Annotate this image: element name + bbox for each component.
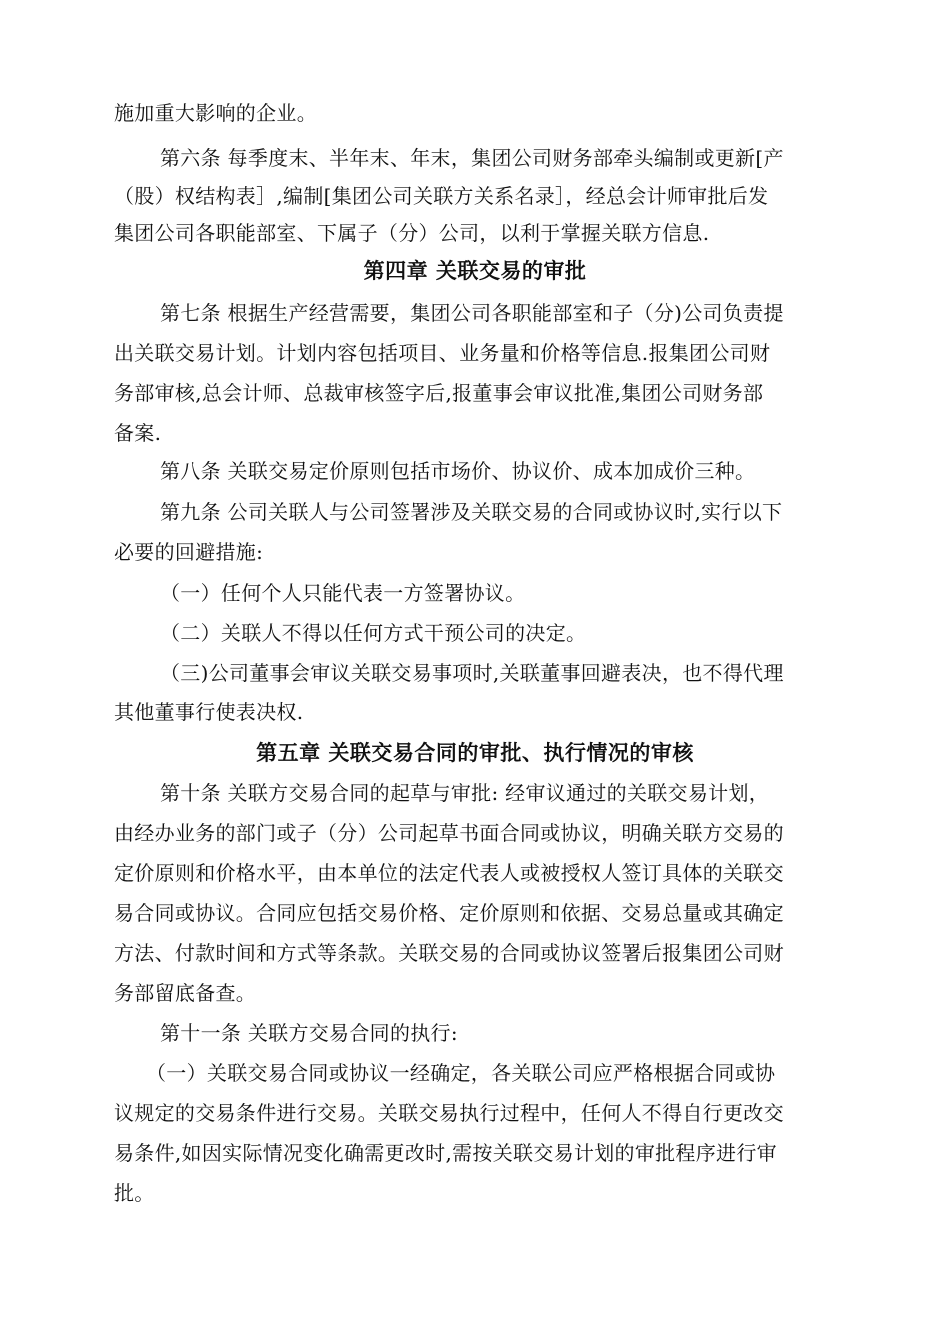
paragraph-line: （三)公司董事会审议关联交易事项时,关联董事回避表决，也不得代理 [160,661,784,685]
paragraph-line: 必要的回避措施: [114,540,264,564]
paragraph-line: 定价原则和价格水平，由本单位的法定代表人或被授权人签订具体的关联交 [114,861,784,885]
paragraph-line: 备案. [114,421,162,445]
chapter-heading: 第五章 关联交易合同的审批、执行情况的审核 [256,741,694,765]
paragraph-line: 由经办业务的部门或子（分）公司起草书面合同或协议，明确关联方交易的 [114,821,784,845]
paragraph-line: 务部审核,总会计师、总裁审核签字后,报董事会审议批准,集团公司财务部 [114,381,764,405]
paragraph-line: 第六条 每季度末、半年末、年末，集团公司财务部牵头编制或更新[产 [160,146,784,170]
chapter-heading: 第四章 关联交易的审批 [363,259,587,283]
paragraph-line: 批。 [114,1181,155,1205]
paragraph-line: 第八条 关联交易定价原则包括市场价、协议价、成本加成价三种。 [160,459,756,483]
paragraph-line: 方法、付款时间和方式等条款。关联交易的合同或协议签署后报集团公司财 [114,941,784,965]
paragraph-line: 第十一条 关联方交易合同的执行: [160,1021,458,1045]
paragraph-line: （二）关联人不得以任何方式干预公司的决定。 [160,621,587,645]
paragraph-line: 议规定的交易条件进行交易。关联交易执行过程中，任何人不得自行更改交 [114,1101,784,1125]
paragraph-line: 第十条 关联方交易合同的起草与审批: 经审议通过的关联交易计划， [160,781,770,805]
paragraph-line: 集团公司各职能部室、下属子（分）公司，以利于掌握关联方信息. [114,221,710,245]
paragraph-line: 第九条 公司关联人与公司签署涉及关联交易的合同或协议时,实行以下 [160,500,783,524]
paragraph-line: 易条件,如因实际情况变化确需更改时,需按关联交易计划的审批程序进行审 [114,1141,777,1165]
paragraph-line: 第七条 根据生产经营需要，集团公司各职能部室和子（分)公司负责提 [160,301,784,325]
paragraph-line: 其他董事行使表决权. [114,700,304,724]
paragraph-line: 施加重大影响的企业。 [114,101,317,125]
paragraph-line: （一）任何个人只能代表一方签署协议。 [160,581,526,605]
paragraph-line: 出关联交易计划。计划内容包括项目、业务量和价格等信息.报集团公司财 [114,341,771,365]
paragraph-line: （股）权结构表］,编制[集团公司关联方关系名录］，经总会计师审批后发 [114,184,769,208]
paragraph-line: （一）关联交易合同或协议一经确定，各关联公司应严格根据合同或协 [146,1061,776,1085]
paragraph-line: 易合同或协议。合同应包括交易价格、定价原则和依据、交易总量或其确定 [114,901,784,925]
paragraph-line: 务部留底备查。 [114,981,257,1005]
